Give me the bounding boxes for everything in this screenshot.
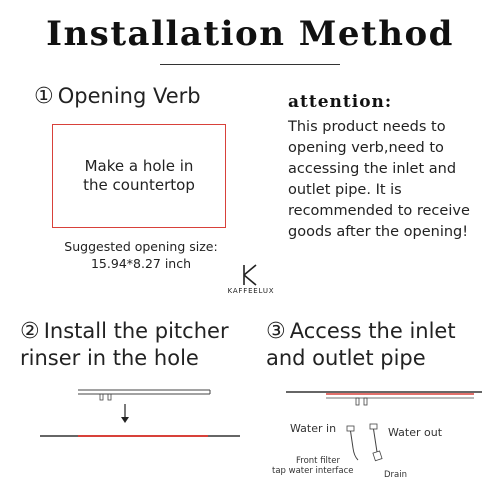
- water-in-label: Water in: [290, 422, 337, 435]
- brand-logo-icon: [236, 263, 266, 287]
- step2-title: Install the pitcher rinser in the hole: [20, 319, 229, 370]
- title-divider: [160, 64, 340, 65]
- pipe-fittings-icon: [344, 422, 394, 472]
- step3-title: Access the inlet and outlet pipe: [266, 319, 456, 370]
- inlet-hose: [351, 431, 354, 448]
- drain-label: Drain: [384, 470, 407, 480]
- water-out-label: Water out: [388, 426, 443, 439]
- tap-interface-label: tap water interface: [272, 466, 354, 476]
- page-title: Installation Method: [46, 14, 454, 54]
- install-rinser-diagram: [30, 382, 250, 454]
- outlet-hose: [374, 429, 378, 452]
- rinser-stem-left: [100, 394, 103, 400]
- suggested-size: [30, 238, 252, 272]
- rinser-stem-right: [108, 394, 111, 400]
- step1-heading: [34, 84, 201, 109]
- inlet-hose-curve: [353, 448, 358, 460]
- drain-fitting: [373, 451, 382, 461]
- step1-title: Opening Verb: [57, 84, 201, 108]
- step3-number: ③: [266, 319, 286, 344]
- down-arrow-head: [121, 417, 129, 423]
- hole-instruction-box: [52, 124, 226, 228]
- inlet-fitting-cap: [347, 426, 354, 431]
- step2-number: ②: [20, 319, 40, 344]
- outlet-fitting-cap: [370, 424, 377, 429]
- inlet-stem: [356, 398, 359, 405]
- hole-instruction-text: Make a hole in the countertop: [83, 157, 195, 194]
- step1-number: ①: [34, 84, 54, 109]
- outlet-stem: [364, 398, 367, 405]
- pipe-access-diagram: [284, 388, 484, 418]
- attention-heading: attention:: [288, 92, 393, 112]
- step3-heading: [266, 318, 496, 372]
- suggested-size-label: Suggested opening size:: [64, 239, 218, 254]
- front-filter-label: Front filter: [296, 456, 340, 466]
- brand-name: KAFFEELUX: [227, 287, 275, 295]
- attention-body: This product needs to opening verb,need to accessing the inlet and outlet pipe. It is recommended to receive goods after the opening!: [288, 119, 470, 240]
- suggested-size-value: 15.94*8.27 inch: [90, 256, 192, 271]
- step2-heading: [20, 318, 260, 372]
